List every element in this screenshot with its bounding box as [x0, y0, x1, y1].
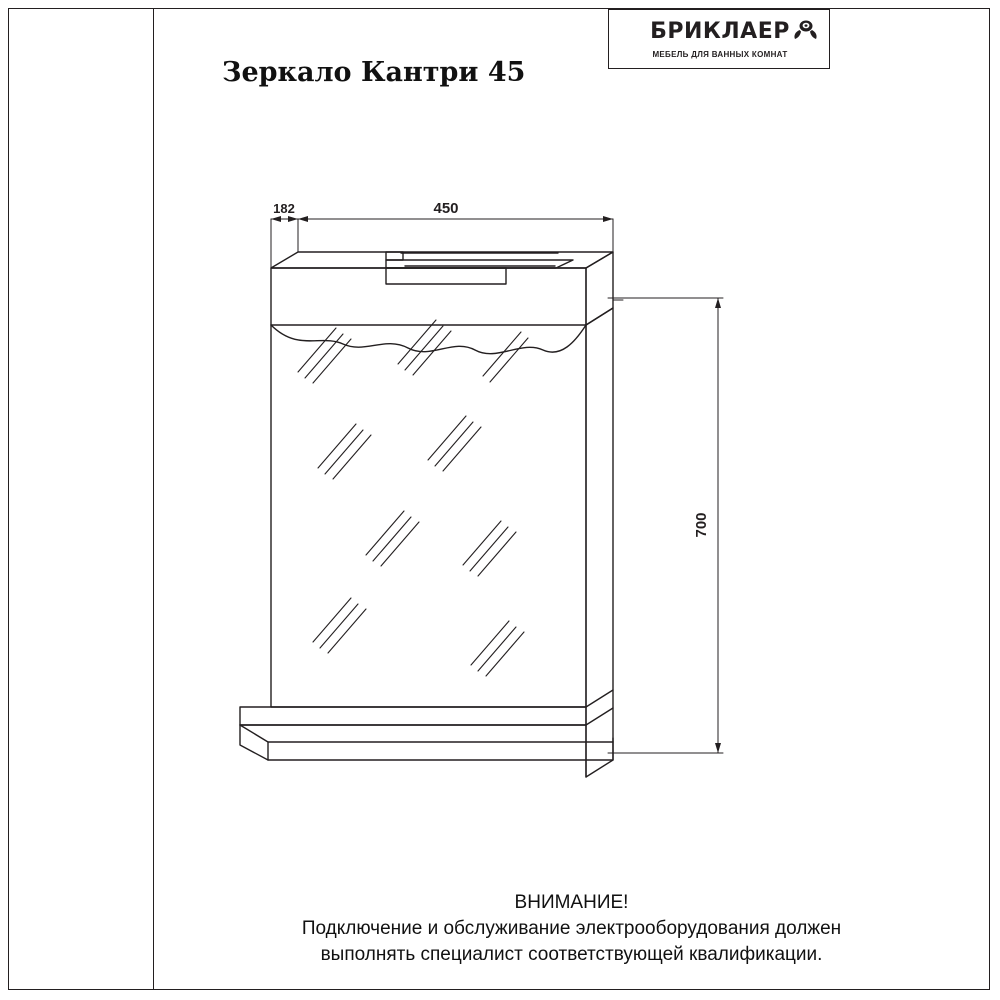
warning-line-1: Подключение и обслуживание электрооборудования должен	[301, 918, 842, 939]
dimension-label-depth: 182	[273, 201, 295, 216]
brand-logo-box	[608, 9, 830, 69]
warning-notice	[153, 890, 990, 968]
warning-line-2: выполнять специалист соответствующей квалификации.	[320, 944, 823, 965]
product-technical-drawing	[153, 120, 990, 840]
dimension-label-height: 700	[693, 512, 710, 538]
dimension-label-width: 450	[433, 200, 459, 217]
drawing-svg	[153, 120, 990, 840]
rose-icon	[793, 18, 819, 40]
brand-tagline: МЕБЕЛЬ ДЛЯ ВАННЫХ КОМНАТ	[652, 50, 788, 59]
page-title: Зеркало Кантри 45	[222, 57, 526, 88]
warning-heading: ВНИМАНИЕ!	[514, 892, 629, 913]
brand-name: БРИКЛАЕР	[650, 19, 790, 44]
